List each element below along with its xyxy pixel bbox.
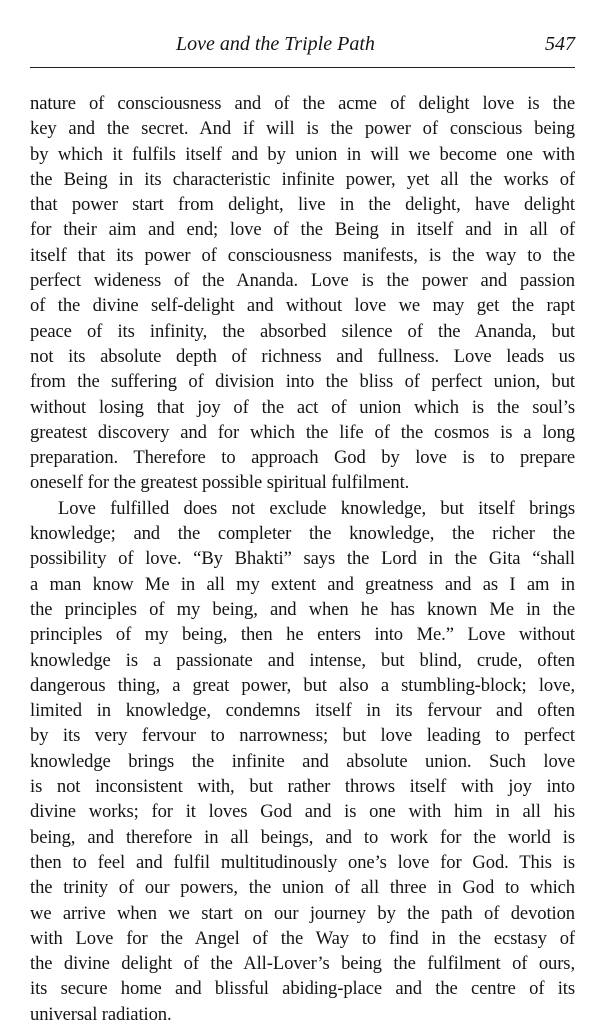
text-line: possibility of love. “By Bhakti” says the Lord in the Gita “shall xyxy=(30,548,575,570)
text-line: divine works; for it loves God and is one with him in all his xyxy=(30,801,575,823)
text-line: limited in knowledge, condemns itself in its fervour and often xyxy=(30,700,575,722)
text-line: of the divine self-delight and without love we may get the rapt xyxy=(30,295,575,317)
text-line: by its very fervour to narrowness; but love leading to perfect xyxy=(30,725,575,747)
text-line: itself that its power of consciousness manifests, is the way to the xyxy=(30,244,575,266)
text-line: we arrive when we start on our journey by the path of devotion xyxy=(30,902,575,924)
text-line: perfect wideness of the Ananda. Love is the power and passion xyxy=(30,270,575,292)
text-line: by which it fulfils itself and by union in will we become one with xyxy=(30,143,575,165)
page-number: 547 xyxy=(545,33,575,55)
text-line: preparation. Therefore to approach God by love is to prepare xyxy=(30,447,575,469)
text-line: the Being in its characteristic infinite power, yet all the works of xyxy=(30,168,575,190)
paragraph-end-line: universal radiation. xyxy=(30,1003,172,1025)
text-line: the trinity of our powers, the union of all three in God to which xyxy=(30,877,575,899)
text-line: its secure home and blissful abiding-place and the centre of its xyxy=(30,978,575,1000)
text-line: that power start from delight, live in the delight, have delight xyxy=(30,194,575,216)
text-line: not its absolute depth of richness and fullness. Love leads us xyxy=(30,345,575,367)
text-line: greatest discovery and for which the life of the cosmos is a long xyxy=(30,421,575,443)
text-line: principles of my being, then he enters into Me.” Love without xyxy=(30,624,575,646)
running-header xyxy=(30,30,575,58)
text-line: knowledge; and the completer the knowledge, the richer the xyxy=(30,523,575,545)
text-line: dangerous thing, a great power, but also a stumbling-block; love, xyxy=(30,674,575,696)
header-rule xyxy=(30,67,575,68)
text-line: nature of consciousness and of the acme of delight love is the xyxy=(30,93,575,114)
paragraph-end-line: oneself for the greatest possible spiritual fulfilment. xyxy=(30,472,410,494)
text-line: being, and therefore in all beings, and to work for the world is xyxy=(30,826,575,848)
text-line: knowledge brings the infinite and absolute union. Such love xyxy=(30,750,575,772)
text-line: knowledge is a passionate and intense, but blind, crude, often xyxy=(30,649,575,671)
text-line: the divine delight of the All-Lover’s being the fulfilment of ours, xyxy=(30,953,575,975)
running-title: Love and the Triple Path xyxy=(176,33,375,55)
text-line: for their aim and end; love of the Being in itself and in all of xyxy=(30,219,575,241)
text-line: with Love for the Angel of the Way to find in the ecstasy of xyxy=(30,927,575,949)
text-line: is not inconsistent with, but rather throws itself with joy into xyxy=(30,776,575,798)
body-text xyxy=(30,91,575,1027)
text-line: then to feel and fulfil multitudinously one’s love for God. This is xyxy=(30,851,575,873)
text-line: peace of its infinity, the absorbed silence of the Ananda, but xyxy=(30,320,575,342)
text-line: the principles of my being, and when he has known Me in the xyxy=(30,598,575,620)
paragraph-start-line: Love fulfilled does not exclude knowledge, but itself brings xyxy=(58,497,575,519)
text-line: key and the secret. And if will is the power of conscious being xyxy=(30,118,575,140)
text-line: without losing that joy of the act of union which is the soul’s xyxy=(30,396,575,418)
text-line: a man know Me in all my extent and greatness and as I am in xyxy=(30,573,575,595)
text-line: from the suffering of division into the bliss of perfect union, but xyxy=(30,371,575,393)
